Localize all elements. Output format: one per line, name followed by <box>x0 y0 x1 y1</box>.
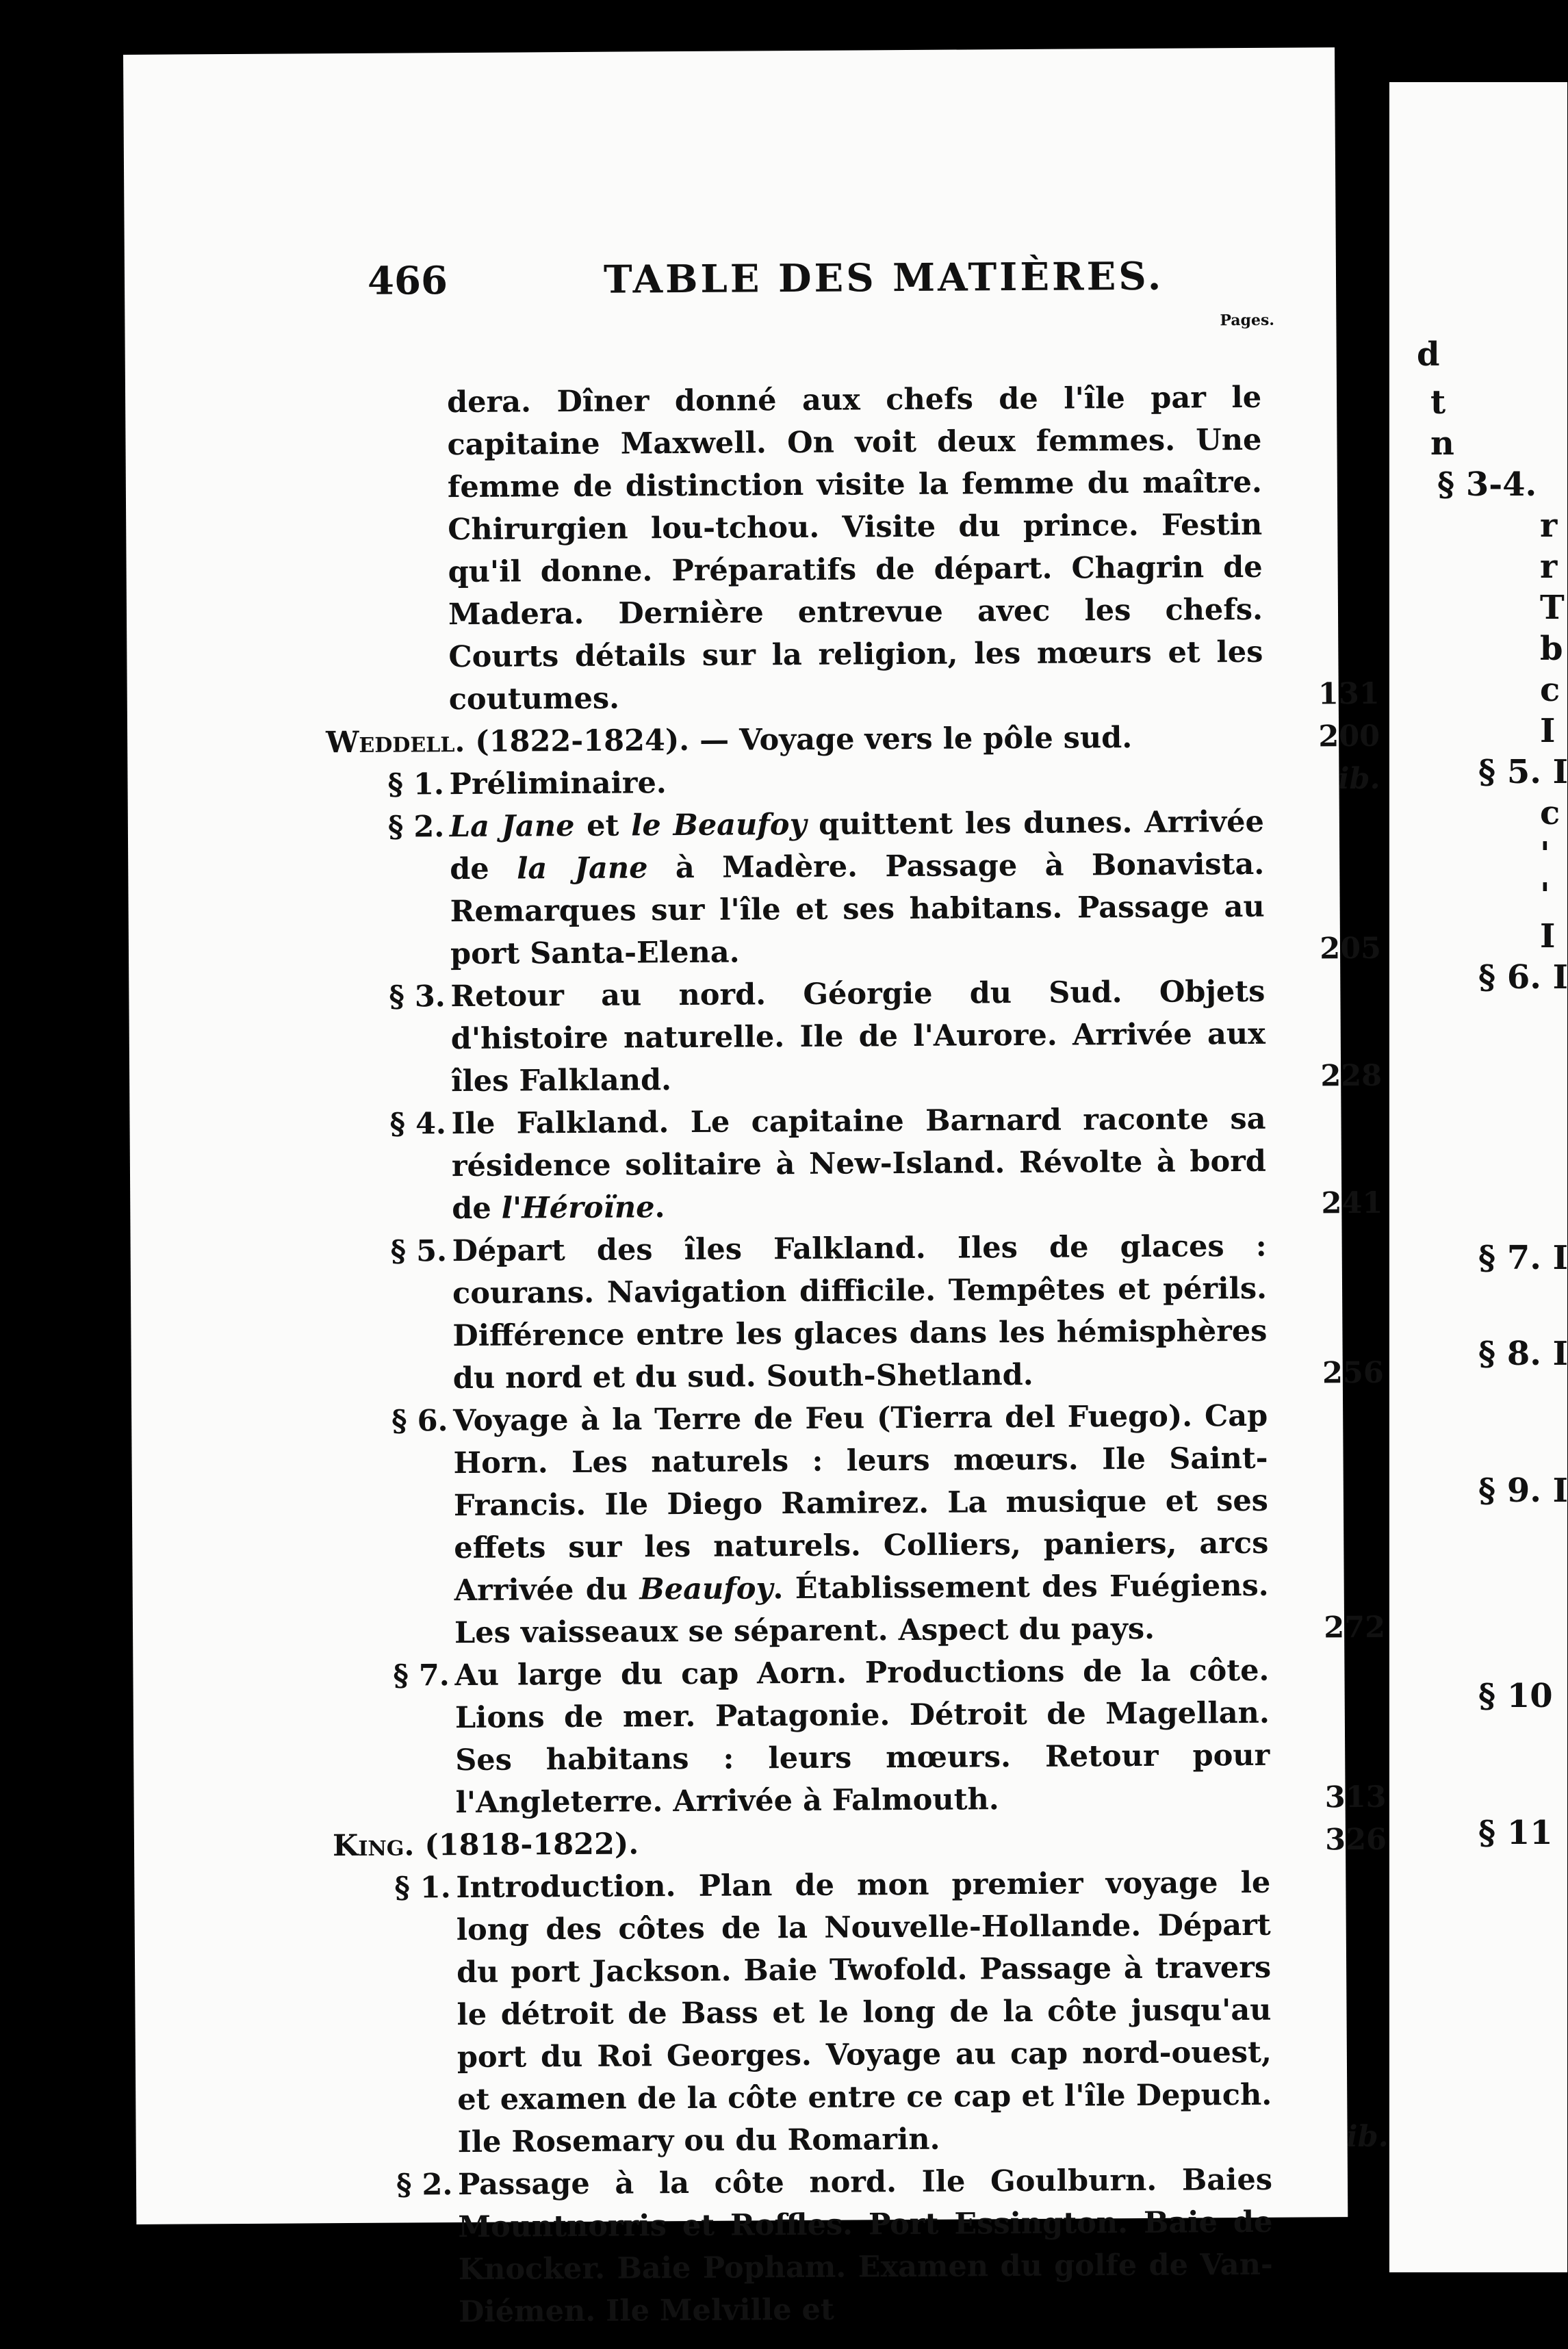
toc-text-fragment: et <box>574 808 632 843</box>
toc-author-entry-weddell <box>325 715 1400 764</box>
ship-name: le Beaufoy <box>630 807 807 843</box>
toc-text-fragment: . <box>654 1190 665 1225</box>
section-number: § 1. <box>394 1871 451 1905</box>
facing-page-fragment: t <box>1430 383 1446 422</box>
toc-section-entry <box>389 1097 1403 1231</box>
facing-page-fragment: § 11 <box>1478 1814 1553 1852</box>
toc-text-fragment: Voyage à la Terre de Feu (Tierra del Fuego). Cap Horn. Les naturels : leurs mœurs. Ile Saint-Francis. Ile Diego Ramirez. La musique et ses effets sur les naturels. Colliers, paniers, arcs Arrivée du <box>453 1398 1269 1608</box>
section-number: § 1. <box>387 767 445 802</box>
toc-section-entry <box>387 758 1400 806</box>
pages-column-label: Pages. <box>1220 311 1275 330</box>
running-title: TABLE DES MATIÈRES. <box>603 253 1164 303</box>
facing-page-fragment: I <box>1540 712 1556 750</box>
page-number: 466 <box>367 258 448 304</box>
ship-name: la Jane <box>516 851 648 886</box>
toc-entry-text: Introduction. Plan de mon premier voyage le long des côtes de la Nouvelle-Hollande. Départ du port Jackson. Baie Twofold. Passage à travers le détroit de Bass et le long de la côte jusqu'au port du Roi Georges. Voyage au cap nord-ouest, et examen de la côte entre ce cap et l'île Depuch. Ile Rosemary ou du Romarin. <box>456 1865 1272 2160</box>
section-number: § 2. <box>396 2168 453 2203</box>
section-number: § 7. <box>393 1658 450 1693</box>
facing-page-fragment: T <box>1540 589 1565 627</box>
toc-section-entry <box>393 1649 1406 1825</box>
toc-entry-text: (1822-1824). — Voyage vers le pôle sud. <box>465 721 1133 759</box>
toc-entry-text: (1818-1822). <box>414 1827 639 1863</box>
facing-page-fragment: I <box>1540 917 1556 955</box>
toc-entry-page: 313 <box>1324 1780 1387 1815</box>
section-number: § 4. <box>389 1107 447 1142</box>
toc-entry-page: 228 <box>1320 1058 1383 1094</box>
toc-section-entry <box>390 1224 1404 1400</box>
facing-page-fragment: § 10 <box>1478 1677 1553 1715</box>
toc-entry-text: dera. Dîner donné aux chefs de l'île par le capitaine Maxwell. On voit deux femmes. Une femme de distinction visite la femme du maître. Chirurgien lou-tchou. Visite du prince. Festin qu'il donne. Préparatifs de départ. Chagrin de Madera. Dernière entrevue avec les chefs. Courts détails sur la religion, les mœurs et les coutumes. <box>446 380 1263 717</box>
section-number: § 6. <box>391 1404 448 1439</box>
ship-name: La Jane <box>449 808 575 845</box>
toc-entry-page: 241 <box>1321 1185 1383 1221</box>
toc-text-fragment: quittent les dunes. Arrivée de <box>450 804 1265 887</box>
facing-page-fragment: § 6. I <box>1478 958 1568 997</box>
facing-page-fragment: ' <box>1540 876 1550 914</box>
toc-entry-page: 131 <box>1318 676 1380 712</box>
facing-page-fragment: § 8. I <box>1478 1335 1568 1373</box>
ship-name: Beaufoy <box>639 1571 773 1607</box>
facing-page-fragment: § 9. I <box>1478 1472 1568 1510</box>
toc-text-fragment: à Madère. Passage à Bonavista. Remarques sur l'île et ses habitans. Passage au port Santa-Elena. <box>450 847 1265 972</box>
toc-entry-text: Au large du cap Aorn. Productions de la côte. Lions de mer. Patagonie. Détroit de Magellan. Ses habitans : leurs mœurs. Retour pour l'Angleterre. Arrivée à Falmouth. <box>454 1653 1270 1821</box>
page-header <box>125 253 1337 330</box>
toc-text-fragment: . Établissement des Fuégiens. Les vaisseaux se séparent. Aspect du pays. <box>454 1568 1269 1651</box>
toc-author-entry-king <box>332 1819 1407 1867</box>
section-number: § 3. <box>389 979 446 1014</box>
toc-section-entry <box>388 800 1402 976</box>
toc-text-fragment: Ile Falkland. Le capitaine Barnard raconte sa résidence solitaire à New-Island. Révolte à bord de <box>451 1101 1267 1227</box>
toc-section-entry <box>389 970 1402 1103</box>
facing-page-fragment: d <box>1417 335 1440 374</box>
book-page <box>123 47 1389 2330</box>
toc-entry-text: Préliminaire. <box>449 766 667 802</box>
toc-section-entry <box>394 1861 1409 2164</box>
facing-page-fragment: b <box>1540 630 1563 668</box>
toc-entry-page: 205 <box>1320 931 1382 966</box>
toc-entry-text: Passage à la côte nord. Ile Goulburn. Baies Mountnorris et Roffles. Port Essington. Baie de Knocker. Baie Popham. Examen du golfe de Van-Diémen. Ile Melville et <box>457 2162 1273 2330</box>
facing-page-fragment: c <box>1540 794 1560 832</box>
facing-page-fragment: § 7. I <box>1478 1239 1568 1277</box>
facing-page-fragment: ' <box>1540 835 1550 873</box>
toc-entry-page: 200 <box>1318 719 1380 754</box>
toc-entry-page: ib. <box>1346 2119 1389 2155</box>
section-number: § 2. <box>387 810 445 845</box>
author-name: King. <box>332 1828 415 1864</box>
toc-entry-continuation <box>385 376 1400 721</box>
toc-section-entry <box>396 2158 1410 2334</box>
facing-page-edge <box>1389 82 1567 2272</box>
toc-entry-page: 256 <box>1322 1355 1384 1391</box>
facing-page-fragment: n <box>1430 424 1454 463</box>
facing-page-fragment: r <box>1540 506 1558 545</box>
facing-page-fragment: r <box>1540 548 1558 586</box>
author-name: Weddell. <box>325 724 465 760</box>
toc-entry-page: 326 <box>1325 1822 1387 1858</box>
facing-page-fragment: § 5. I <box>1478 753 1568 791</box>
toc-entry-page: 272 <box>1324 1610 1386 1645</box>
toc-section-entry <box>391 1394 1406 1655</box>
toc-entry-text: Départ des îles Falkland. Iles de glaces : courans. Navigation difficile. Tempêtes et périls. Différence entre les glaces dans les hémisphères du nord et du sud. South-Shetland. <box>452 1229 1268 1396</box>
table-of-contents <box>325 376 1410 2334</box>
toc-entry-page: ib. <box>1337 761 1380 797</box>
facing-page-fragment: c <box>1540 671 1560 709</box>
facing-page-fragment: § 3-4. <box>1437 465 1537 504</box>
toc-entry-text: Retour au nord. Géorgie du Sud. Objets d'histoire naturelle. Ile de l'Aurore. Arrivée aux îles Falkland. <box>450 974 1265 1099</box>
section-number: § 5. <box>390 1234 448 1269</box>
ship-name: l'Héroïne <box>501 1190 655 1226</box>
